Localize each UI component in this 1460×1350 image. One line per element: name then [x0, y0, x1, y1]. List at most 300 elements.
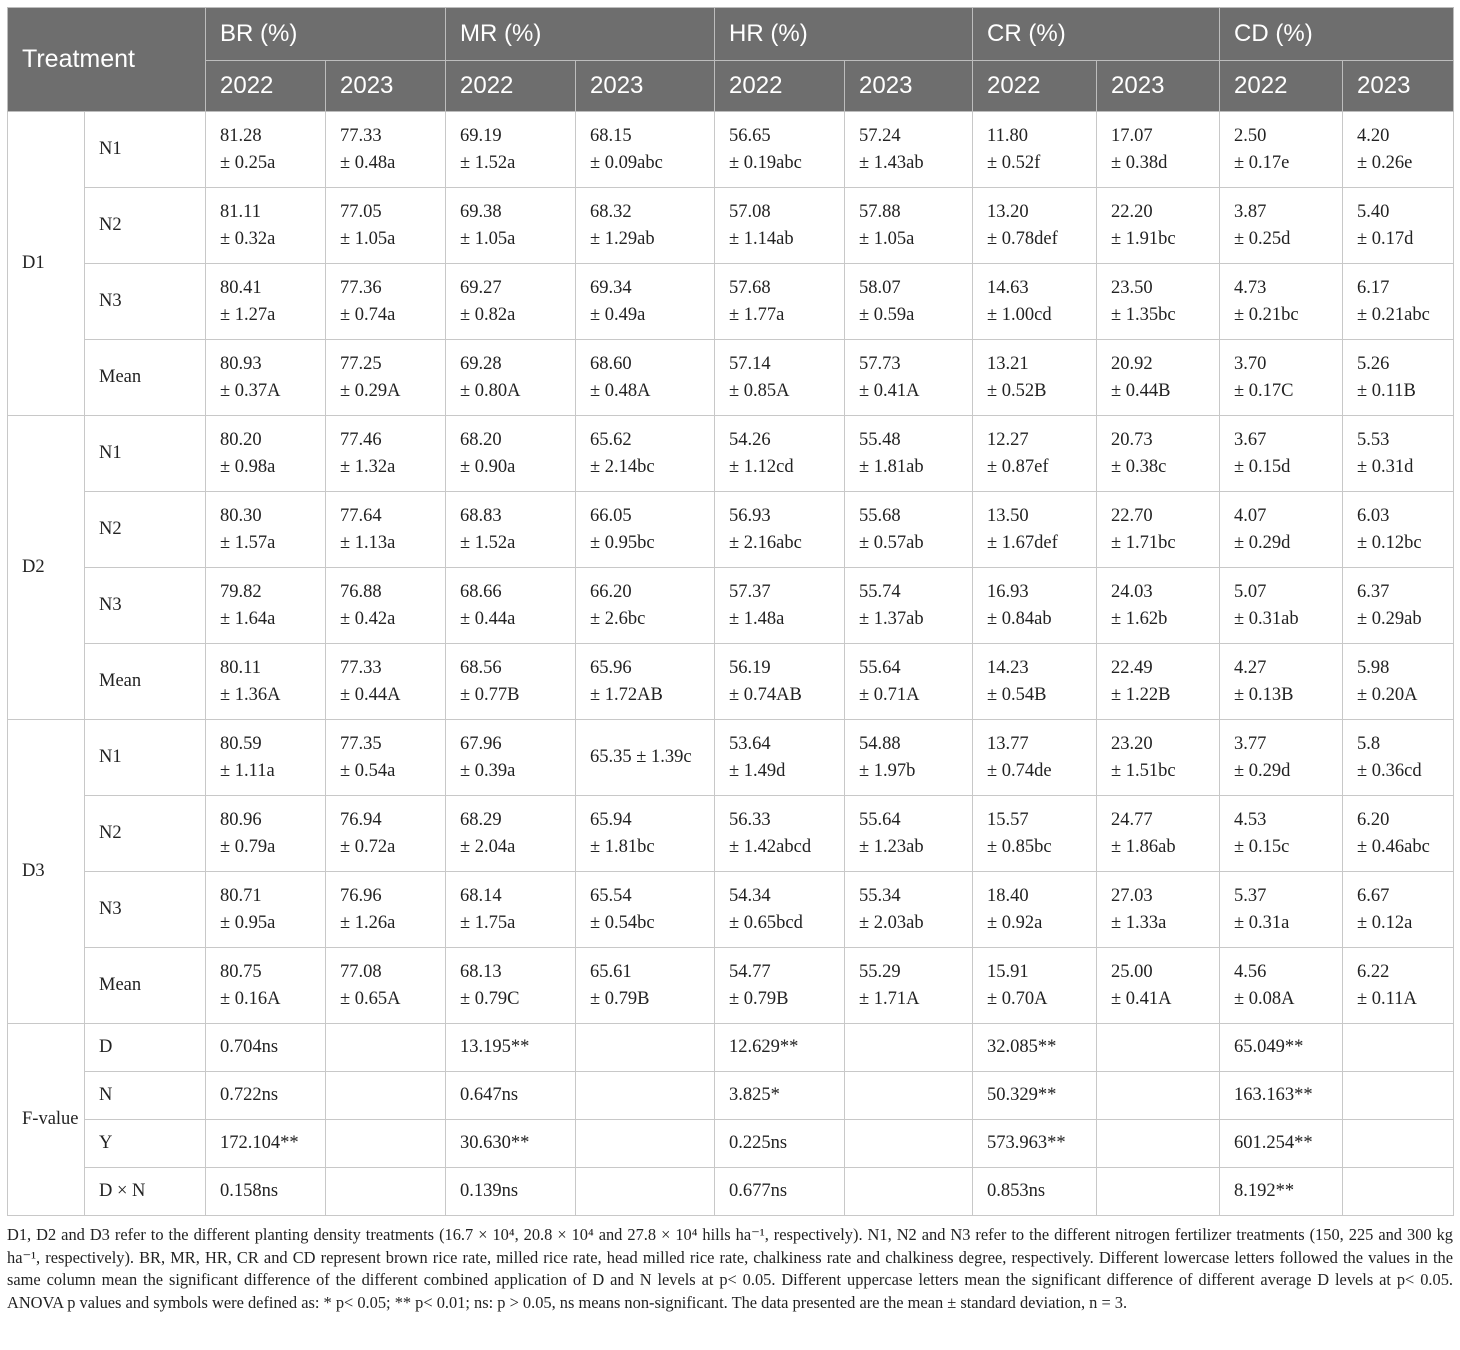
cell-sd: ± 1.81ab	[859, 456, 924, 477]
cell-sd: ± 0.46abc	[1357, 836, 1430, 857]
nitrogen-label: N3	[85, 568, 206, 644]
cell-sd: ± 0.37A	[220, 380, 281, 401]
value-cell	[576, 568, 715, 644]
cell-sd: ± 1.91bc	[1111, 228, 1176, 249]
value-cell	[576, 644, 715, 720]
cell-mean: 6.20	[1357, 809, 1390, 830]
table-row	[8, 188, 1454, 264]
value-cell	[326, 492, 446, 568]
value-cell	[1343, 872, 1454, 948]
value-cell	[206, 112, 326, 188]
value-cell	[576, 416, 715, 492]
cell-mean: 55.64	[859, 657, 901, 678]
hr-header: HR (%)	[715, 8, 973, 61]
value-cell	[206, 796, 326, 872]
value-cell	[1343, 948, 1454, 1024]
cell-sd: ± 1.05a	[340, 228, 396, 249]
value-cell	[1343, 644, 1454, 720]
fvalue-cell	[1343, 1024, 1454, 1072]
table-row	[8, 720, 1454, 796]
cell-mean: 69.34	[590, 277, 632, 298]
fvalue-cell	[576, 1120, 715, 1168]
value-cell	[715, 264, 845, 340]
density-group-label: D1	[8, 112, 85, 416]
value-cell	[446, 948, 576, 1024]
cd-header: CD (%)	[1220, 8, 1454, 61]
cell-mean: 6.67	[1357, 885, 1390, 906]
cell-sd: ± 1.62b	[1111, 608, 1168, 629]
value-cell	[1097, 644, 1220, 720]
cell-sd: ± 2.04a	[460, 836, 516, 857]
cell-mean: 68.13	[460, 961, 502, 982]
cell-mean: 4.20	[1357, 125, 1390, 146]
fvalue-cell: 0.158ns	[206, 1168, 326, 1216]
cell-mean: 18.40	[987, 885, 1029, 906]
value-cell	[845, 948, 973, 1024]
value-cell	[326, 948, 446, 1024]
fvalue-cell	[1343, 1120, 1454, 1168]
value-cell	[1097, 796, 1220, 872]
value-cell	[576, 948, 715, 1024]
cell-mean: 65.94	[590, 809, 632, 830]
fvalue-cell	[1343, 1072, 1454, 1120]
cell-mean: 20.92	[1111, 353, 1153, 374]
value-cell	[1097, 416, 1220, 492]
cell-sd: ± 0.80A	[460, 380, 521, 401]
cell-sd: ± 1.22B	[1111, 684, 1171, 705]
cell-sd: ± 0.41A	[1111, 988, 1172, 1009]
cell-mean: 17.07	[1111, 125, 1153, 146]
cell-sd: ± 0.78def	[987, 228, 1058, 249]
table-row	[8, 644, 1454, 720]
cell-mean: 77.64	[340, 505, 382, 526]
cell-sd: ± 0.79B	[729, 988, 789, 1009]
cell-mean: 77.08	[340, 961, 382, 982]
cell-mean: 3.77	[1234, 733, 1267, 754]
cell-mean: 55.29	[859, 961, 901, 982]
cell-sd: ± 1.52a	[460, 152, 516, 173]
cell-mean: 15.57	[987, 809, 1029, 830]
fvalue-cell	[845, 1072, 973, 1120]
cell-mean: 80.41	[220, 277, 262, 298]
cell-mean: 77.05	[340, 201, 382, 222]
cell-mean: 65.61	[590, 961, 632, 982]
value-cell	[1220, 188, 1343, 264]
cell-sd: ± 1.29ab	[590, 228, 655, 249]
cell-mean: 77.46	[340, 429, 382, 450]
table-container	[7, 7, 1453, 1216]
value-cell	[845, 492, 973, 568]
value-cell	[845, 112, 973, 188]
value-cell	[1097, 188, 1220, 264]
cell-mean: 4.07	[1234, 505, 1267, 526]
value-cell	[1343, 796, 1454, 872]
cell-mean: 5.40	[1357, 201, 1390, 222]
nitrogen-label: Mean	[85, 340, 206, 416]
cell-sd: ± 1.67def	[987, 532, 1058, 553]
table-footnote: D1, D2 and D3 refer to the different planting density treatments (16.7 × 10⁴, 20.8 × 10⁴ and 27.8 × 10⁴ hills ha⁻¹, respectively). N1, N2 and N3 refer to the different nitrogen fertilizer treatments (150, 225 and 300 kg ha⁻¹, respectively). BR, MR, HR, CR and CD represent brown rice rate, milled rice rate, head milled rice rate, chalkiness rate and chalkiness degree, respectively. Different lowercase letters followed the values in the same column mean the significant difference of the different combined application of D and N levels at p< 0.05. Different uppercase letters mean the significant difference of different average D levels at p< 0.05. ANOVA p values and symbols were defined as: * p< 0.05; ** p< 0.01; ns: p > 0.05, ns means non-significant. The data presented are the mean ± standard deviation, n = 3.	[7, 1225, 1453, 1312]
value-cell	[1097, 948, 1220, 1024]
cell-sd: ± 0.57ab	[859, 532, 924, 553]
cell-mean: 68.66	[460, 581, 502, 602]
cell-sd: ± 0.09abc	[590, 152, 663, 173]
cell-mean: 4.27	[1234, 657, 1267, 678]
fvalue-cell: 0.677ns	[715, 1168, 845, 1216]
cell-sd: ± 1.72AB	[590, 684, 663, 705]
cell-mean: 13.20	[987, 201, 1029, 222]
cell-sd: ± 0.65bcd	[729, 912, 803, 933]
year-header: 2023	[326, 61, 446, 112]
table-row	[8, 112, 1454, 188]
cell-sd: ± 0.39a	[460, 760, 516, 781]
fvalue-cell	[1343, 1168, 1454, 1216]
cell-mean: 55.74	[859, 581, 901, 602]
value-cell	[446, 416, 576, 492]
value-cell	[446, 492, 576, 568]
value-cell	[446, 340, 576, 416]
cell-mean: 57.14	[729, 353, 771, 374]
cell-mean: 6.37	[1357, 581, 1390, 602]
cell-sd: ± 0.31a	[1234, 912, 1290, 933]
value-cell	[326, 872, 446, 948]
value-cell	[715, 188, 845, 264]
cell-sd: ± 1.37ab	[859, 608, 924, 629]
cell-mean: 57.37	[729, 581, 771, 602]
cell-mean: 4.73	[1234, 277, 1267, 298]
value-cell	[446, 644, 576, 720]
cell-sd: ± 1.81bc	[590, 836, 655, 857]
fvalue-cell	[845, 1024, 973, 1072]
cell-mean: 76.94	[340, 809, 382, 830]
fvalue-cell: 30.630**	[446, 1120, 576, 1168]
cell-mean: 56.93	[729, 505, 771, 526]
cell-mean: 68.83	[460, 505, 502, 526]
cell-mean: 69.19	[460, 125, 502, 146]
year-header: 2023	[1343, 61, 1454, 112]
cell-sd: ± 1.26a	[340, 912, 396, 933]
cell-mean: 68.32	[590, 201, 632, 222]
cell-sd: ± 0.38d	[1111, 152, 1168, 173]
cell-sd: ± 0.59a	[859, 304, 915, 325]
cell-mean: 69.27	[460, 277, 502, 298]
cell-mean: 55.64	[859, 809, 901, 830]
mr-header: MR (%)	[446, 8, 715, 61]
value-cell	[326, 644, 446, 720]
cell-sd: ± 0.77B	[460, 684, 520, 705]
value-cell	[206, 568, 326, 644]
cell-sd: ± 1.14ab	[729, 228, 794, 249]
value-cell	[326, 720, 446, 796]
cell-sd: ± 0.74de	[987, 760, 1052, 781]
fvalue-cell: 573.963**	[973, 1120, 1097, 1168]
year-header: 2022	[446, 61, 576, 112]
cell-mean: 22.70	[1111, 505, 1153, 526]
cell-mean: 65.62	[590, 429, 632, 450]
value-cell	[326, 340, 446, 416]
cell-sd: ± 0.25d	[1234, 228, 1291, 249]
cell-sd: ± 0.31ab	[1234, 608, 1299, 629]
cell-sd: ± 1.11a	[220, 760, 275, 781]
cell-sd: ± 1.00cd	[987, 304, 1052, 325]
value-cell	[715, 796, 845, 872]
fvalue-row	[8, 1072, 1454, 1120]
cell-sd: ± 0.72a	[340, 836, 396, 857]
cell-sd: ± 0.12bc	[1357, 532, 1422, 553]
fvalue-cell: 0.139ns	[446, 1168, 576, 1216]
cell-mean: 65.96	[590, 657, 632, 678]
cell-mean: 14.63	[987, 277, 1029, 298]
cell-sd: ± 1.71bc	[1111, 532, 1176, 553]
cell-sd: ± 0.79a	[220, 836, 276, 857]
cell-mean: 16.93	[987, 581, 1029, 602]
cell-sd: ± 0.08A	[1234, 988, 1295, 1009]
cell-sd: ± 0.79B	[590, 988, 650, 1009]
value-cell	[845, 872, 973, 948]
cell-sd: ± 0.16A	[220, 988, 281, 1009]
value-cell	[845, 720, 973, 796]
value-cell	[973, 492, 1097, 568]
value-cell	[715, 492, 845, 568]
cell-mean: 67.96	[460, 733, 502, 754]
year-header: 2022	[973, 61, 1097, 112]
year-header: 2023	[845, 61, 973, 112]
value-cell	[715, 948, 845, 1024]
cell-sd: ± 1.42abcd	[729, 836, 812, 857]
table-row	[8, 416, 1454, 492]
fvalue-cell: 172.104**	[206, 1120, 326, 1168]
cell-mean: 80.30	[220, 505, 262, 526]
value-cell	[576, 492, 715, 568]
density-group-label: D2	[8, 416, 85, 720]
value-cell	[326, 112, 446, 188]
fvalue-cell: 65.049**	[1220, 1024, 1343, 1072]
cell-mean: 22.20	[1111, 201, 1153, 222]
cell-sd: ± 1.27a	[220, 304, 276, 325]
cell-sd: ± 0.95a	[220, 912, 276, 933]
cell-sd: ± 0.29d	[1234, 532, 1291, 553]
cell-sd: ± 0.44B	[1111, 380, 1171, 401]
cell-mean: 25.00	[1111, 961, 1153, 982]
cell-sd: ± 0.17C	[1234, 380, 1294, 401]
value-cell	[715, 644, 845, 720]
year-header: 2022	[715, 61, 845, 112]
table-row	[8, 872, 1454, 948]
fvalue-cell	[845, 1168, 973, 1216]
value-cell	[1343, 264, 1454, 340]
br-header: BR (%)	[206, 8, 446, 61]
cell-mean: 77.36	[340, 277, 382, 298]
fvalue-row	[8, 1168, 1454, 1216]
cell-mean: 55.34	[859, 885, 901, 906]
cell-mean: 54.88	[859, 733, 901, 754]
cell-sd: ± 0.92a	[987, 912, 1043, 933]
value-cell	[446, 568, 576, 644]
value-cell	[715, 416, 845, 492]
cell-sd: ± 0.49a	[590, 304, 646, 325]
value-cell	[1343, 720, 1454, 796]
cell-mean: 12.27	[987, 429, 1029, 450]
value-cell	[973, 948, 1097, 1024]
cell-sd: ± 0.11A	[1357, 988, 1417, 1009]
value-cell	[1220, 644, 1343, 720]
cell-mean: 22.49	[1111, 657, 1153, 678]
nitrogen-label: Mean	[85, 644, 206, 720]
table-row	[8, 568, 1454, 644]
cell-sd: ± 0.17d	[1357, 228, 1414, 249]
value-cell	[446, 112, 576, 188]
value-cell	[845, 188, 973, 264]
cell-mean: 68.56	[460, 657, 502, 678]
cell-mean: 13.77	[987, 733, 1029, 754]
nitrogen-label: N2	[85, 492, 206, 568]
value-cell	[206, 416, 326, 492]
year-header: 2022	[1220, 61, 1343, 112]
value-cell	[206, 872, 326, 948]
cell-sd: ± 0.42a	[340, 608, 396, 629]
value-cell	[1220, 112, 1343, 188]
value-cell	[1097, 568, 1220, 644]
value-cell	[973, 796, 1097, 872]
value-cell	[845, 568, 973, 644]
cell-sd: ± 1.77a	[729, 304, 785, 325]
value-cell	[1343, 340, 1454, 416]
fvalue-cell: 32.085**	[973, 1024, 1097, 1072]
value-cell	[845, 796, 973, 872]
cell-mean: 5.53	[1357, 429, 1390, 450]
cell-sd: ± 1.13a	[340, 532, 396, 553]
fvalue-cell: 0.647ns	[446, 1072, 576, 1120]
cell-sd: ± 0.31d	[1357, 456, 1414, 477]
fvalue-cell	[1097, 1120, 1220, 1168]
cell-mean: 11.80	[987, 125, 1028, 146]
cell-sd: ± 0.54bc	[590, 912, 655, 933]
factor-label: Y	[85, 1120, 206, 1168]
table-body	[8, 112, 1454, 1216]
cell-sd: ± 0.11B	[1357, 380, 1416, 401]
value-cell	[1220, 264, 1343, 340]
cell-mean: 6.22	[1357, 961, 1390, 982]
cell-sd: ± 1.35bc	[1111, 304, 1176, 325]
value-cell	[446, 796, 576, 872]
value-cell	[446, 720, 576, 796]
table-header	[8, 8, 1454, 112]
value-cell	[1097, 112, 1220, 188]
cell-sd: ± 0.15d	[1234, 456, 1291, 477]
value-cell	[206, 188, 326, 264]
cell-sd: ± 1.33a	[1111, 912, 1167, 933]
value-cell	[326, 416, 446, 492]
cell-mean: 68.29	[460, 809, 502, 830]
cell-mean: 5.98	[1357, 657, 1390, 678]
value-cell	[1220, 872, 1343, 948]
cell-sd: ± 0.44A	[340, 684, 401, 705]
fvalue-cell: 3.825*	[715, 1072, 845, 1120]
cell-sd: ± 1.52a	[460, 532, 516, 553]
cell-sd: ± 0.87ef	[987, 456, 1049, 477]
cell-mean: 80.11	[220, 657, 261, 678]
cell-mean: 66.05	[590, 505, 632, 526]
table-row	[8, 264, 1454, 340]
value-cell	[1220, 416, 1343, 492]
results-table	[7, 7, 1454, 1216]
cell-sd: ± 1.12cd	[729, 456, 794, 477]
cell-mean: 76.88	[340, 581, 382, 602]
cell-mean: 56.19	[729, 657, 771, 678]
cell-sd: ± 1.51bc	[1111, 760, 1176, 781]
cell-sd: ± 1.57a	[220, 532, 276, 553]
cell-mean: 13.50	[987, 505, 1029, 526]
fvalue-cell: 0.853ns	[973, 1168, 1097, 1216]
value-cell	[1097, 264, 1220, 340]
value-cell	[326, 568, 446, 644]
value-cell	[576, 720, 715, 796]
cell-mean: 3.67	[1234, 429, 1267, 450]
cell-sd: ± 0.84ab	[987, 608, 1052, 629]
cell-mean: 5.07	[1234, 581, 1267, 602]
cell-sd: ± 0.20A	[1357, 684, 1418, 705]
value-cell	[1220, 492, 1343, 568]
fvalue-cell	[1097, 1168, 1220, 1216]
cell-mean: 69.28	[460, 353, 502, 374]
cell-mean: 66.20	[590, 581, 632, 602]
value-cell	[715, 112, 845, 188]
cell-sd: ± 0.98a	[220, 456, 276, 477]
cell-mean: 23.50	[1111, 277, 1153, 298]
value-cell	[715, 720, 845, 796]
nitrogen-label: N3	[85, 264, 206, 340]
value-cell	[206, 644, 326, 720]
value-cell	[845, 416, 973, 492]
cell-sd: ± 1.49d	[729, 760, 786, 781]
value-cell	[973, 264, 1097, 340]
cell-sd: ± 0.85A	[729, 380, 790, 401]
cell-mean: 57.24	[859, 125, 901, 146]
cell-mean: 69.38	[460, 201, 502, 222]
cell-mean: 56.33	[729, 809, 771, 830]
fvalue-row	[8, 1024, 1454, 1072]
year-header: 2023	[576, 61, 715, 112]
value-cell	[576, 340, 715, 416]
cell-mean: 55.48	[859, 429, 901, 450]
value-cell	[576, 112, 715, 188]
fvalue-label: F-value	[8, 1024, 85, 1216]
fvalue-cell: 163.163**	[1220, 1072, 1343, 1120]
cell-sd: ± 0.52B	[987, 380, 1047, 401]
value-cell	[1343, 416, 1454, 492]
cell-mean: 3.87	[1234, 201, 1267, 222]
cell-sd: ± 0.70A	[987, 988, 1048, 1009]
value-cell	[973, 340, 1097, 416]
cell-sd: ± 0.26e	[1357, 152, 1413, 173]
cell-mean: 5.37	[1234, 885, 1267, 906]
cell-mean: 24.77	[1111, 809, 1153, 830]
value-cell	[845, 264, 973, 340]
cell-mean: 57.88	[859, 201, 901, 222]
cell-sd: ± 0.25a	[220, 152, 276, 173]
factor-label: D	[85, 1024, 206, 1072]
value-cell	[845, 644, 973, 720]
cell-sd: ± 0.54a	[340, 760, 396, 781]
cell-mean: 65.54	[590, 885, 632, 906]
fvalue-row	[8, 1120, 1454, 1168]
cell-mean: 76.96	[340, 885, 382, 906]
cell-sd: ± 0.29A	[340, 380, 401, 401]
fvalue-cell	[326, 1072, 446, 1120]
cell-sd: ± 0.74AB	[729, 684, 802, 705]
cell-sd: ± 2.6bc	[590, 608, 646, 629]
cell-mean: 57.68	[729, 277, 771, 298]
cell-sd: ± 0.36cd	[1357, 760, 1422, 781]
